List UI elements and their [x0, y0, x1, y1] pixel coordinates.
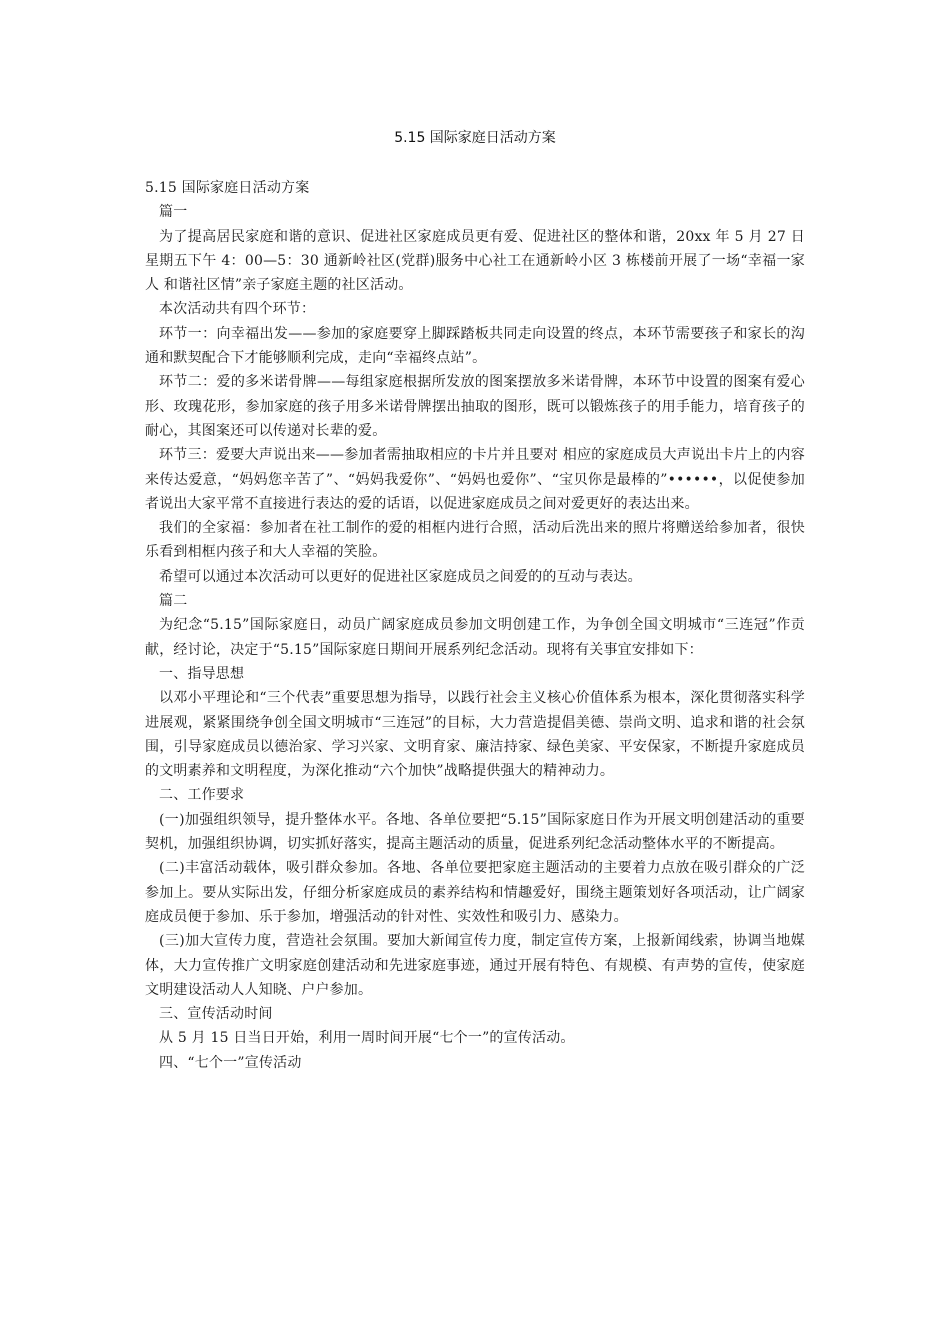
subheading: 二、工作要求 — [159, 787, 245, 804]
paragraph: 希望可以通过本次活动可以更好的促进社区家庭成员之间爱的的互动与表达。 — [159, 568, 642, 585]
paragraph: (二)丰富活动载体，吸引群众参加。各地、各单位要把家庭主题活动的主要着力点放在吸引群众的广泛参加上。要从实际出发，仔细分析家庭成员的素养结构和情趣爱好，围绕主题策划好各项活动，让广阔家庭成员便于参加、乐于参加，增强活动的针对性、实效性和吸引力、感染力。 — [145, 860, 805, 925]
paragraph: 环节三：爱要大声说出来——参加者需抽取相应的卡片并且要对 相应的家庭成员大声说出卡片上的内容来传达爱意，“妈妈您辛苦了”、“妈妈我爱你”、“妈妈也爱你”、“宝贝你是最棒的”••••••，以促使参加者说出大家平常不直接进行表达的爱的话语，以促进家庭成员之间对爱更好的表达出来。 — [145, 447, 805, 512]
section-label-2: 篇二 — [159, 593, 188, 610]
subheading: 四、“七个一”宣传活动 — [159, 1054, 302, 1071]
paragraph: 本次活动共有四个环节： — [159, 301, 316, 318]
paragraph: 我们的全家福：参加者在社工制作的爱的相框内进行合照，活动后洗出来的照片将赠送给参加者，很快乐看到相框内孩子和大人幸福的笑脸。 — [145, 520, 805, 561]
document-body — [145, 176, 805, 1075]
paragraph: (三)加大宣传力度，营造社会氛围。要加大新闻宣传力度，制定宣传方案，上报新闻线索，协调当地媒体，大力宣传推广文明家庭创建活动和先进家庭事迹，通过开展有特色、有规模、有声势的宣传，使家庭文明建设活动人人知晓、户户参加。 — [145, 933, 805, 998]
paragraph: 为纪念“5.15”国际家庭日，动员广阔家庭成员参加文明创建工作，为争创全国文明城市“三连冠”作贡献，经讨论，决定于“5.15”国际家庭日期间开展系列纪念活动。现将有关事宜安排如下： — [145, 617, 805, 658]
subheading: 一、指导思想 — [159, 665, 245, 682]
paragraph: 以邓小平理论和“三个代表”重要思想为指导，以践行社会主义核心价值体系为根本，深化贯彻落实科学进展观，紧紧围绕争创全国文明城市“三连冠”的目标，大力营造提倡美德、崇尚文明、追求和谐的社会氛围，引导家庭成员以德治家、学习兴家、文明育家、廉洁持家、绿色美家、平安保家，不断提升家庭成员的文明素养和文明程度，为深化推动“六个加快”战略提供强大的精神动力。 — [145, 690, 805, 780]
document-title: 5.15 国际家庭日活动方案 — [394, 130, 556, 146]
paragraph: 为了提高居民家庭和谐的意识、促进社区家庭成员更有爱、促进社区的整体和谐，20xx 年 5 月 27 日星期五下午 4：00—5：30 通新岭社区(党群)服务中心社工在通新岭小区 3 栋楼前开展了一场“幸福一家人 和谐社区情”亲子家庭主题的社区活动。 — [145, 228, 805, 294]
subheading: 三、宣传活动时间 — [159, 1006, 273, 1023]
paragraph: 环节二：爱的多米诺骨牌——每组家庭根据所发放的图案摆放多米诺骨牌，本环节中设置的图案有爱心形、玫瑰花形，参加家庭的孩子用多米诺骨牌摆出抽取的图形，既可以锻炼孩子的用手能力，培育孩子的耐心，其图案还可以传递对长辈的爱。 — [145, 374, 805, 439]
paragraph: 环节一：向幸福出发——参加的家庭要穿上脚踩踏板共同走向设置的终点，本环节需要孩子和家长的沟通和默契配合下才能够顺利完成，走向“幸福终点站”。 — [145, 325, 805, 367]
body-heading: 5.15 国际家庭日活动方案 — [145, 180, 310, 196]
section-label-1: 篇一 — [159, 204, 188, 221]
paragraph: (一)加强组织领导，提升整体水平。各地、各单位要把“5.15”国际家庭日作为开展文明创建活动的重要契机，加强组织协调，切实抓好落实，提高主题活动的质量，促进系列纪念活动整体水平的不断提高。 — [145, 811, 805, 853]
paragraph: 从 5 月 15 日当日开始，利用一周时间开展“七个一”的宣传活动。 — [159, 1030, 575, 1047]
